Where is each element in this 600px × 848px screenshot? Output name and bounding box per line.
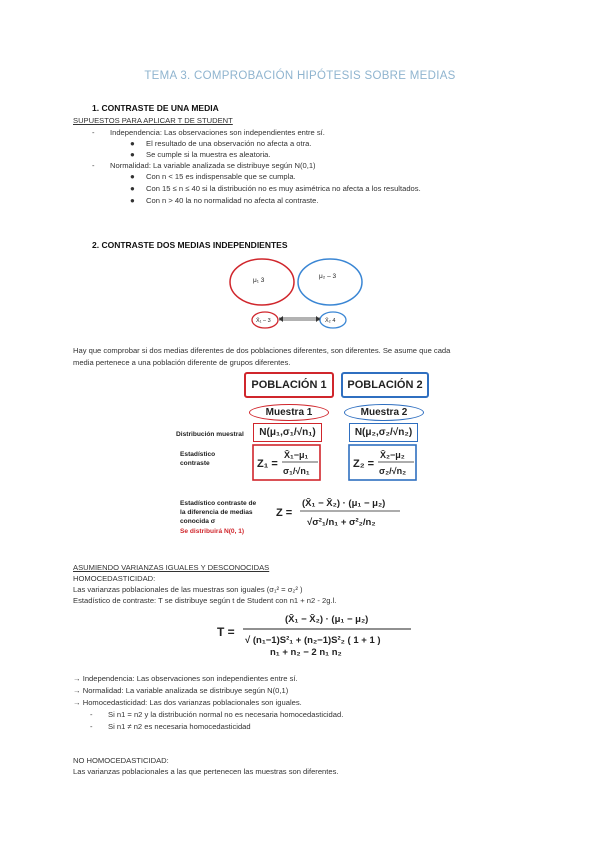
paragraph-line: media pertenece a una población diferente de grupos diferentes. (73, 358, 291, 367)
z1-formula (252, 444, 322, 482)
condition-item: → Homocedasticidad: Las dos varianzas poblacionales son iguales. (73, 698, 302, 707)
bullet-dot: ● (130, 172, 135, 181)
z2-denominator: σ₂/√n₂ (379, 466, 407, 476)
populations-diagram (225, 252, 365, 334)
population-2-circle (298, 259, 362, 305)
dash-bullet: - (90, 710, 93, 719)
z2-symbol: Z₂ = (353, 458, 375, 470)
list-item: Con 15 ≤ n ≤ 40 si la distribución no es muy asimétrica no afecta a los resultados. (146, 184, 421, 193)
t-numerator: (X̄₁ − X̄₂) · (μ₁ − μ₂) (285, 614, 369, 625)
condition-item: → Independencia: Las observaciones son independientes entre sí. (73, 674, 298, 683)
dash-bullet: - (92, 161, 95, 170)
diff-statistic-line-3: conocida σ (180, 518, 216, 525)
distribution-1-formula: N(μ₁,σ₁/√n₁) (253, 423, 322, 442)
t-statistic-formula (215, 610, 415, 660)
list-item: Normalidad: La variable analizada se distribuye según N(0,1) (110, 161, 316, 170)
diff-statistic-line-2: la diferencia de medias (180, 509, 253, 516)
list-item: Independencia: Las observaciones son independientes entre sí. (110, 128, 325, 137)
paragraph-line: Hay que comprobar si dos medias diferentes de dos poblaciones diferentes, son diferentes. Se asume que cada (73, 346, 451, 355)
distribution-2-formula: N(μ₂,σ₂/√n₂) (349, 423, 418, 442)
bullet-dot: ● (130, 184, 135, 193)
t-denominator-bottom: n₁ + n₂ − 2 n₁ n₂ (270, 647, 342, 658)
section-1-heading: 1. CONTRASTE DE UNA MEDIA (92, 103, 219, 113)
condition-subitem: Si n1 ≠ n2 es necesaria homocedasticidad (108, 722, 251, 731)
population-1-box: POBLACIÓN 1 (244, 372, 334, 398)
statistic-label-line-2: contraste (180, 460, 210, 467)
diff-statistic-line-1: Estadístico contraste de (180, 500, 257, 507)
z-difference-formula (274, 492, 404, 536)
z2-formula (348, 444, 418, 482)
dash-bullet: - (92, 128, 95, 137)
paragraph-line: Las varianzas poblacionales de las muestras son iguales (σ₁² = σ₂² ) (73, 585, 303, 594)
mu2-label: μ₂ – 3 (319, 273, 337, 280)
x2-label: X̄₂ 4 (325, 318, 336, 324)
sample-2-label: Muestra 2 (344, 404, 424, 421)
z1-numerator: X̄₁−μ₁ (284, 450, 309, 460)
bullet-dot: ● (130, 150, 135, 159)
paragraph-line: Las varianzas poblacionales a las que pertenecen las muestras son diferentes. (73, 767, 339, 776)
list-item: Con n > 40 la no normalidad no afecta al contraste. (146, 196, 319, 205)
page-title: TEMA 3. COMPROBACIÓN HIPÓTESIS SOBRE MEDIAS (144, 70, 456, 82)
section-1-subheading: SUPUESTOS PARA APLICAR T DE STUDENT (73, 116, 233, 125)
distribution-label: Distribución muestral (176, 431, 244, 438)
list-item: El resultado de una observación no afecta a otra. (146, 139, 312, 148)
paragraph-line: Estadístico de contraste: T se distribuye según t de Student con n1 + n2 - 2g.l. (73, 596, 337, 605)
z1-denominator: σ₁/√n₁ (283, 466, 310, 476)
sample-1-label: Muestra 1 (249, 404, 329, 421)
bullet-dot: ● (130, 196, 135, 205)
arrow-head-right (316, 316, 320, 322)
section-3-heading: ASUMIENDO VARIANZAS IGUALES Y DESCONOCIDAS (73, 563, 270, 572)
section-2-heading: 2. CONTRASTE DOS MEDIAS INDEPENDIENTES (92, 240, 288, 250)
dash-bullet: - (90, 722, 93, 731)
z2-numerator: X̄₂−μ₂ (380, 450, 405, 460)
condition-item: → Normalidad: La variable analizada se distribuye según N(0,1) (73, 686, 289, 695)
distribution-note: Se distribuirá N(0, 1) (180, 528, 245, 535)
list-item: Se cumple si la muestra es aleatoria. (146, 150, 271, 159)
no-homoscedasticity-heading: NO HOMOCEDASTICIDAD: (73, 756, 169, 765)
list-item: Con n < 15 es indispensable que se cumpla. (146, 172, 296, 181)
condition-subitem: Si n1 = n2 y la distribución normal no es necesaria homocedasticidad. (108, 710, 344, 719)
t-denominator-top: √ (n₁−1)S²₁ + (n₂−1)S²₂ ( 1 + 1 ) (245, 635, 381, 646)
z-denominator: √σ²₁/n₁ + σ²₂/n₂ (307, 517, 376, 528)
t-symbol: T = (217, 625, 235, 639)
arrow-head-left (279, 316, 283, 322)
double-arrow (279, 318, 320, 320)
homoscedasticity-heading: HOMOCEDASTICIDAD: (73, 574, 156, 583)
bullet-dot: ● (130, 139, 135, 148)
z1-symbol: Z₁ = (257, 458, 278, 470)
population-2-box: POBLACIÓN 2 (341, 372, 429, 398)
x1-label: X̄₁ – 3 (256, 318, 271, 324)
z-symbol: Z = (276, 507, 293, 519)
mu1-label: μ₁ 3 (253, 277, 265, 284)
z-numerator: (X̄₁ − X̄₂) · (μ₁ − μ₂) (302, 498, 386, 509)
statistic-label-line-1: Estadístico (180, 451, 216, 458)
